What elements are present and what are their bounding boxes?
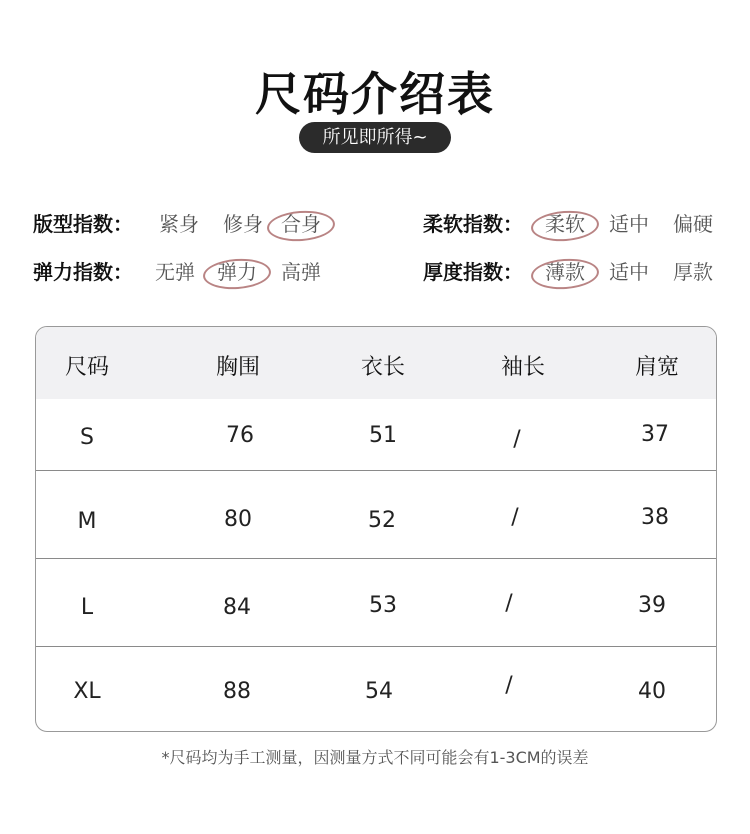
cell-size: S — [80, 425, 94, 450]
cell-shoulder: 39 — [638, 593, 666, 618]
table-row — [36, 559, 716, 647]
cell-sleeve: / — [505, 591, 513, 616]
softness-option-soft: 柔软 — [537, 208, 593, 240]
fit-index-label: 版型指数： — [33, 212, 133, 236]
thickness-index-row — [423, 256, 743, 288]
header-chest: 胸围 — [215, 355, 260, 380]
cell-chest: 80 — [224, 507, 252, 532]
cell-size: L — [80, 595, 94, 620]
stretch-index-row — [33, 256, 373, 288]
table-row — [36, 399, 716, 471]
cell-sleeve: / — [505, 673, 513, 698]
cell-chest: 76 — [226, 423, 254, 448]
header-shoulder: 肩宽 — [634, 355, 679, 380]
cell-length: 54 — [365, 679, 393, 704]
cell-chest: 88 — [223, 679, 251, 704]
thickness-option-thick: 厚款 — [673, 260, 713, 284]
softness-index-row — [423, 208, 743, 240]
thickness-option-medium: 适中 — [609, 260, 649, 284]
subtitle-badge: 所见即所得~ — [299, 122, 451, 153]
size-table — [35, 326, 717, 732]
page-title: 尺码介绍表 — [255, 67, 495, 121]
table-header — [36, 327, 716, 399]
fit-option-regular: 合身 — [273, 208, 329, 240]
table-row — [36, 471, 716, 559]
measurement-footnote: *尺码均为手工测量，因测量方式不同可能会有1-3CM的误差 — [161, 748, 589, 767]
fit-option-tight: 紧身 — [159, 212, 199, 236]
thickness-option-thin: 薄款 — [537, 256, 593, 288]
cell-length: 53 — [369, 593, 397, 618]
cell-length: 51 — [369, 423, 397, 448]
cell-length: 52 — [368, 508, 396, 533]
cell-shoulder: 37 — [641, 422, 669, 447]
cell-sleeve: / — [513, 427, 521, 452]
header-sleeve: 袖长 — [500, 355, 545, 380]
thickness-index-label: 厚度指数： — [423, 260, 523, 284]
stretch-index-label: 弹力指数： — [33, 260, 133, 284]
softness-index-label: 柔软指数： — [423, 212, 523, 236]
softness-option-medium: 适中 — [609, 212, 649, 236]
stretch-option-high: 高弹 — [281, 260, 321, 284]
cell-size: XL — [73, 679, 101, 704]
fit-index-row — [33, 208, 373, 240]
cell-shoulder: 38 — [641, 505, 669, 530]
header-length: 衣长 — [360, 355, 405, 380]
cell-chest: 84 — [223, 595, 251, 620]
softness-option-firm: 偏硬 — [673, 212, 713, 236]
cell-sleeve: / — [511, 505, 519, 530]
header-size: 尺码 — [64, 355, 109, 380]
cell-size: M — [77, 509, 97, 534]
table-row — [36, 647, 716, 731]
fit-option-slim: 修身 — [223, 212, 263, 236]
stretch-option-stretch: 弹力 — [209, 256, 265, 288]
stretch-option-none: 无弹 — [155, 260, 195, 284]
cell-shoulder: 40 — [638, 679, 666, 704]
